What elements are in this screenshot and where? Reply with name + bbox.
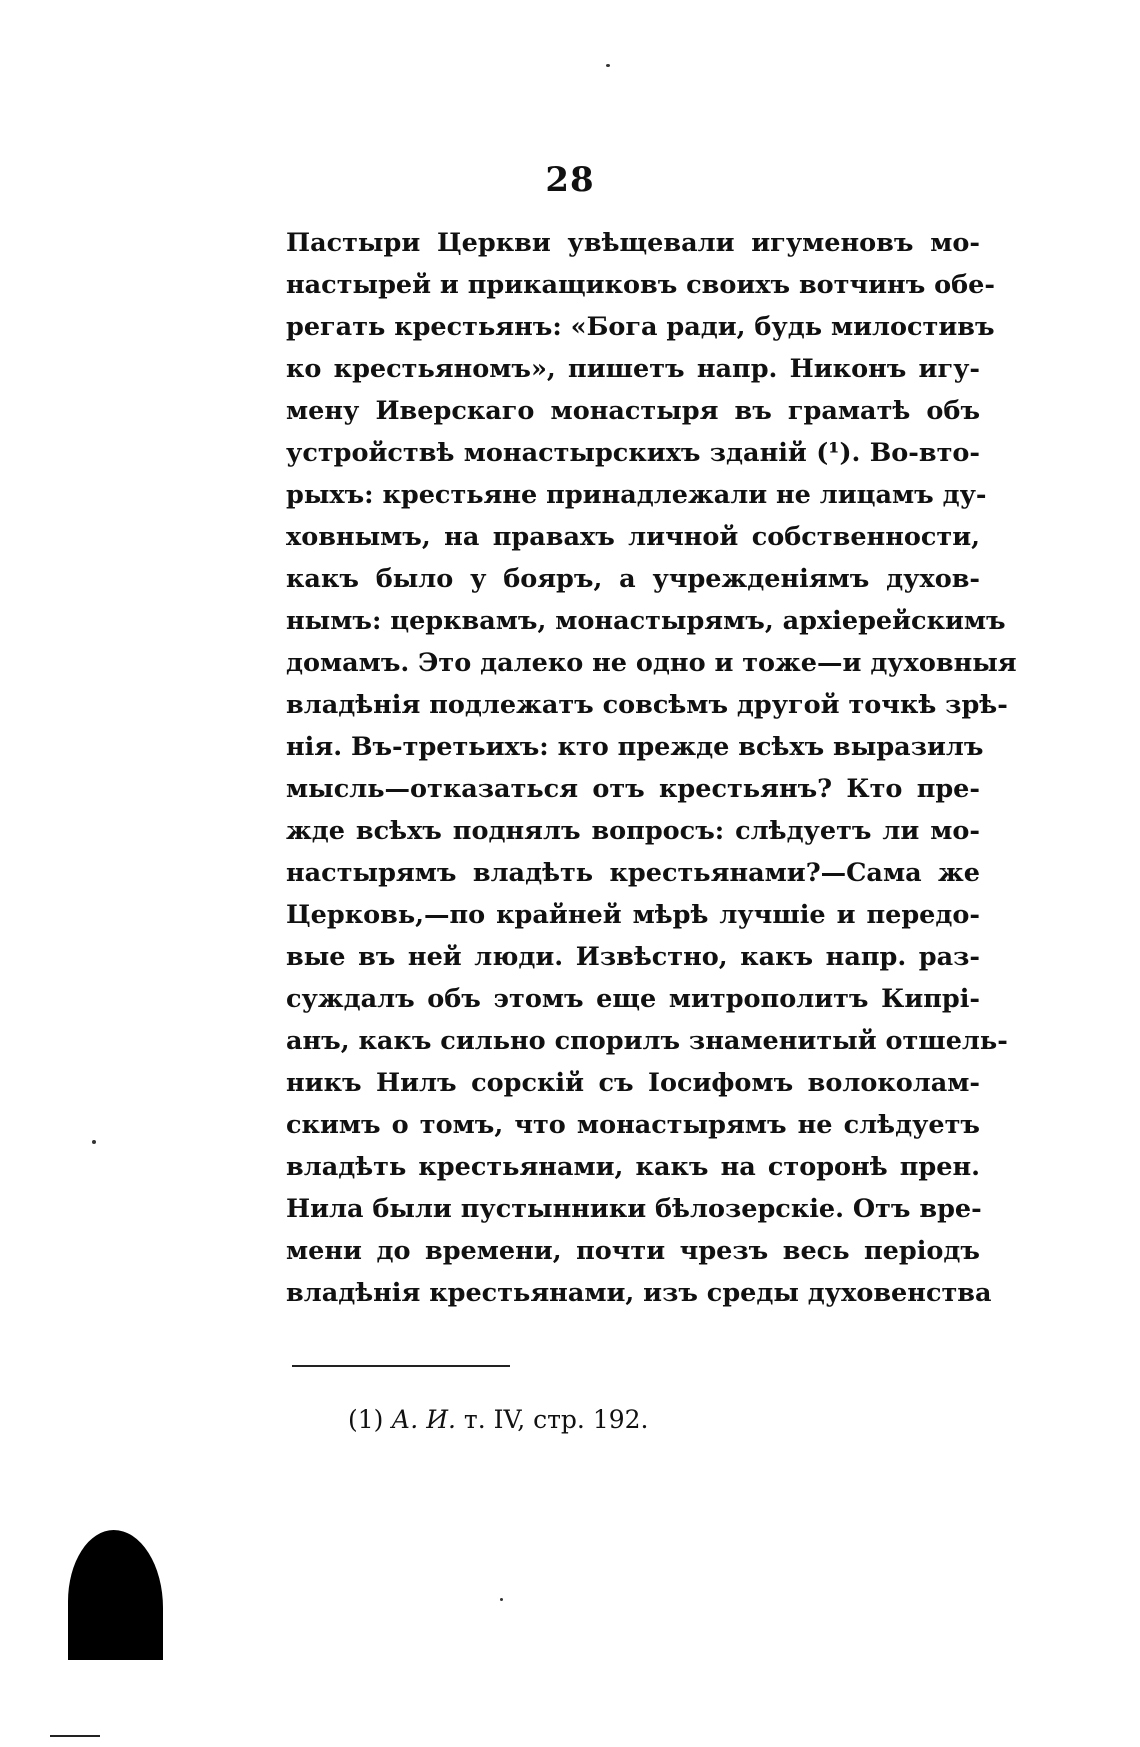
text-line: ховнымъ, на правахъ личной собственности, [286,522,980,552]
footnote-source: А. И. [391,1405,456,1434]
text-line: анъ, какъ сильно спорилъ знаменитый отшель- [286,1026,1008,1056]
scan-speck [500,1598,503,1601]
text-line: Пастыри Церкви увѣщевали игуменовъ мо- [286,228,980,258]
text-line: скимъ о томъ, что монастырямъ не слѣдуетъ [286,1110,980,1140]
text-line: Нила были пустынники бѣлозерскіе. Отъ вре- [286,1194,982,1224]
text-line: мени до времени, почти чрезъ весь періодъ [286,1236,980,1266]
text-line: рыхъ: крестьяне принадлежали не лицамъ ду- [286,480,987,510]
text-line: суждалъ объ этомъ еще митрополитъ Кипрі- [286,984,980,1014]
text-line: устройствѣ монастырскихъ зданій (¹). Во-вто- [286,438,980,468]
text-line: жде всѣхъ поднялъ вопросъ: слѣдуетъ ли мо- [286,816,980,846]
text-line: никъ Нилъ сорскій съ Іосифомъ волоколам- [286,1068,980,1098]
text-line: настырей и прикащиковъ своихъ вотчинъ обе- [286,270,995,300]
text-line: какъ было у бояръ, а учрежденіямъ духов- [286,564,980,594]
text-line: ко крестьяномъ», пишетъ напр. Никонъ игу- [286,354,980,384]
text-line: владѣть крестьянами, какъ на сторонѣ прен. [286,1152,980,1182]
text-line: мену Иверскаго монастыря въ граматѣ объ [286,396,980,426]
text-line: нія. Въ-третьихъ: кто прежде всѣхъ выразилъ [286,732,984,762]
text-line: Церковь,—по крайней мѣрѣ лучшіе и передо- [286,900,980,930]
bottom-edge-mark [50,1735,100,1737]
body-text [286,222,1017,1314]
scan-speck [606,64,610,67]
text-line: вые въ ней люди. Извѣстно, какъ напр. раз- [286,942,980,972]
scan-speck [92,1140,96,1144]
text-line: владѣнія подлежатъ совсѣмъ другой точкѣ зрѣ- [286,690,1008,720]
footnote [348,1405,648,1434]
text-line: настырямъ владѣть крестьянами?—Сама же [286,858,980,888]
text-line: домамъ. Это далеко не одно и тоже—и духовныя [286,648,1017,678]
footnote-marker: (1) [348,1405,384,1434]
page-number: 28 [545,160,595,200]
text-line: нымъ: церквамъ, монастырямъ, архіерейскимъ [286,606,1006,636]
footnote-rest: т. IV, стр. 192. [463,1405,649,1434]
footnote-divider [292,1365,510,1367]
text-line: владѣнія крестьянами, изъ среды духовенства [286,1278,992,1308]
text-line: мысль—отказаться отъ крестьянъ? Кто пре- [286,774,980,804]
ink-blot [68,1530,163,1660]
text-line: регать крестьянъ: «Бога ради, будь милостивъ [286,312,995,342]
